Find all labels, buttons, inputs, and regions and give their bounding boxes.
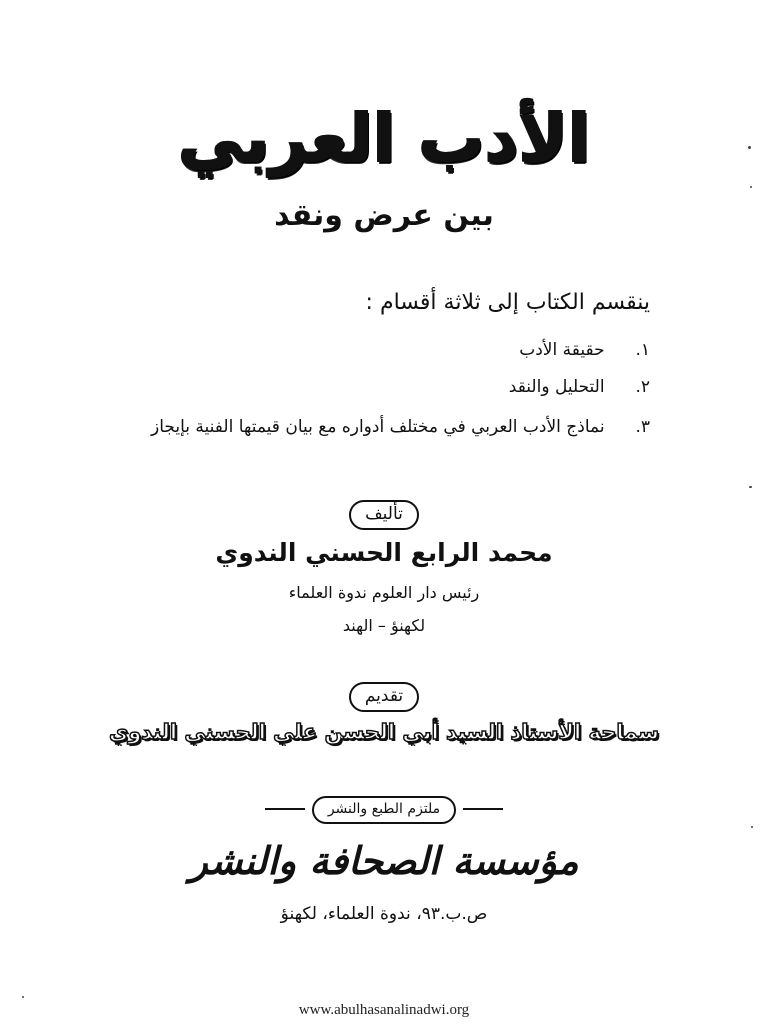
right-ornament-line bbox=[463, 808, 503, 810]
section-text: التحليل والنقد bbox=[508, 377, 605, 397]
section-number: ١. bbox=[635, 340, 650, 360]
section-item bbox=[519, 340, 650, 360]
scan-speck bbox=[749, 486, 752, 488]
section-number: ٣. bbox=[635, 417, 650, 437]
scan-speck bbox=[751, 826, 753, 828]
foreword-author: سماحة الأستاذ السيد أبي الحسن علي الحسني الندوي bbox=[108, 720, 659, 744]
foreword-label: تقديم bbox=[349, 682, 419, 712]
book-title: الأدب العربي bbox=[177, 100, 591, 177]
website-url: www.abulhasanalinadwi.org bbox=[298, 1002, 470, 1018]
scan-speck bbox=[750, 186, 752, 188]
section-item bbox=[151, 417, 650, 437]
publisher-label-container bbox=[0, 796, 768, 824]
book-subtitle: بين عرض ونقد bbox=[274, 198, 494, 233]
scan-speck bbox=[22, 996, 24, 998]
author-place: لكهنؤ – الهند bbox=[342, 616, 426, 635]
sections-intro: ينقسم الكتاب إلى ثلاثة أقسام : bbox=[365, 290, 650, 315]
section-item bbox=[509, 377, 650, 397]
foreword-label-container bbox=[0, 682, 768, 712]
publisher-address: ص.ب.٩٣، ندوة العلماء، لكهنؤ bbox=[280, 904, 488, 924]
scan-speck bbox=[748, 146, 751, 149]
section-number: ٢. bbox=[635, 377, 650, 397]
publisher-name: مؤسسة الصحافة والنشر bbox=[189, 838, 579, 883]
author-label: تأليف bbox=[349, 500, 419, 530]
section-text: نماذج الأدب العربي في مختلف أدواره مع بيان قيمتها الفنية بإيجاز bbox=[151, 417, 605, 437]
publisher-label: ملتزم الطبع والنشر bbox=[312, 796, 456, 824]
author-label-container bbox=[0, 500, 768, 530]
author-role: رئيس دار العلوم ندوة العلماء bbox=[288, 583, 480, 602]
left-ornament-line bbox=[265, 808, 305, 810]
author-name: محمد الرابع الحسني الندوي bbox=[215, 538, 553, 567]
section-text: حقيقة الأدب bbox=[519, 340, 605, 360]
